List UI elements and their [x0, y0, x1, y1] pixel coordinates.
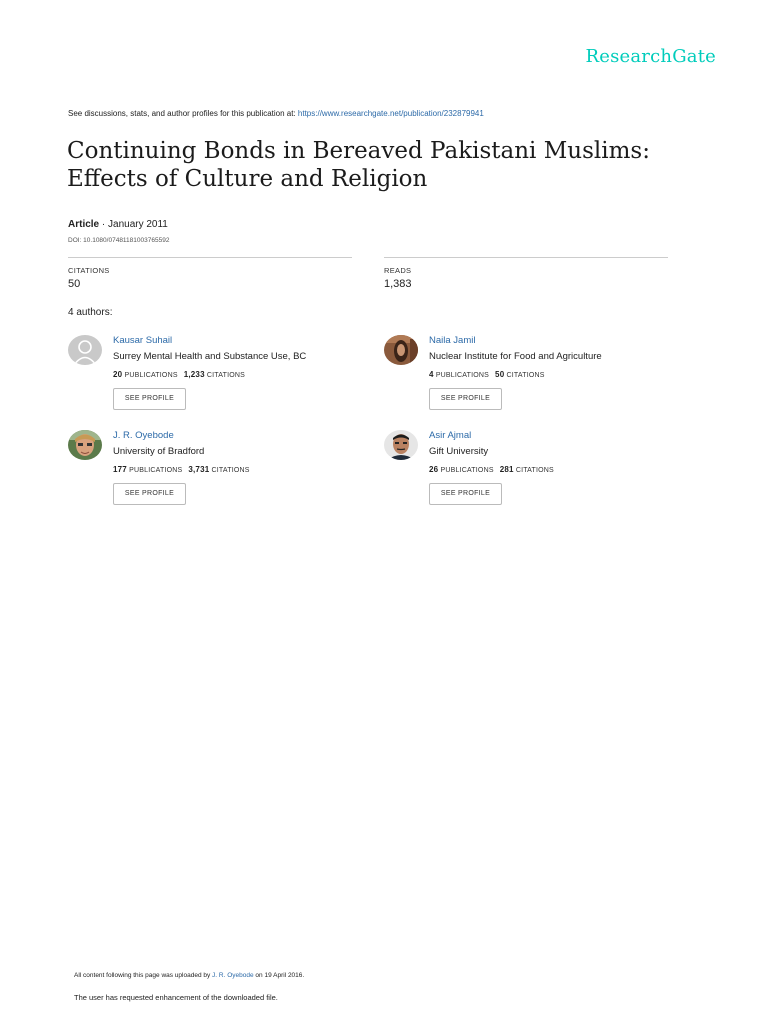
see-profile-button[interactable]: SEE PROFILE	[429, 388, 502, 410]
authors-heading: 4 authors:	[68, 307, 113, 318]
author-stats	[113, 370, 245, 379]
author-card	[384, 335, 684, 415]
citations-value: 50	[68, 278, 81, 290]
discussion-text: See discussions, stats, and author profiles for this publication at:	[68, 109, 298, 118]
publications-count: 177	[113, 465, 127, 474]
author-institution: Gift University	[429, 446, 489, 457]
title-line-2: Effects of Culture and Religion	[67, 166, 428, 192]
author-name[interactable]: Asir Ajmal	[429, 430, 472, 441]
citations-label: CITATIONS	[68, 266, 110, 275]
avatar[interactable]	[68, 335, 102, 365]
citations-count: 1,233	[183, 370, 205, 379]
author-institution: Surrey Mental Health and Substance Use, BC	[113, 351, 307, 362]
uploader-link[interactable]: J. R. Oyebode	[212, 972, 254, 979]
upload-prefix: All content following this page was uploaded by	[74, 972, 213, 979]
publication-type: Article	[68, 219, 100, 230]
divider-reads	[384, 257, 668, 258]
divider-citations	[68, 257, 352, 258]
citations-label: CITATIONS	[515, 467, 554, 474]
see-profile-button[interactable]: SEE PROFILE	[429, 483, 502, 505]
publication-doi: DOI: 10.1080/07481181003765592	[68, 237, 170, 244]
publications-label: PUBLICATIONS	[124, 372, 178, 379]
author-name[interactable]: J. R. Oyebode	[113, 430, 174, 441]
enhancement-note: The user has requested enhancement of the downloaded file.	[74, 993, 278, 1002]
reads-label: READS	[384, 266, 412, 275]
author-name[interactable]: Kausar Suhail	[113, 335, 173, 346]
discussion-line	[68, 109, 484, 118]
publications-count: 26	[429, 465, 439, 474]
reads-value: 1,383	[384, 278, 412, 290]
author-name[interactable]: Naila Jamil	[429, 335, 476, 346]
citations-label: CITATIONS	[206, 372, 245, 379]
see-profile-button[interactable]: SEE PROFILE	[113, 388, 186, 410]
author-institution: University of Bradford	[113, 446, 205, 457]
publications-count: 4	[429, 370, 434, 379]
avatar[interactable]	[384, 430, 418, 460]
publications-label: PUBLICATIONS	[129, 467, 183, 474]
avatar[interactable]	[68, 430, 102, 460]
avatar[interactable]	[384, 335, 418, 365]
citations-label: CITATIONS	[506, 372, 545, 379]
publication-date: · January 2011	[99, 219, 168, 230]
author-card	[68, 335, 368, 415]
publications-label: PUBLICATIONS	[440, 467, 494, 474]
title-line-1: Continuing Bonds in Bereaved Pakistani Muslims:	[67, 138, 650, 164]
citations-count: 50	[495, 370, 505, 379]
author-institution: Nuclear Institute for Food and Agriculture	[429, 351, 602, 362]
author-card	[68, 430, 368, 510]
author-stats	[429, 370, 545, 379]
citations-label: CITATIONS	[211, 467, 250, 474]
citations-count: 3,731	[188, 465, 210, 474]
author-card	[384, 430, 684, 510]
publications-label: PUBLICATIONS	[435, 372, 490, 379]
publications-count: 20	[113, 370, 123, 379]
publication-title	[67, 137, 707, 193]
author-stats	[429, 465, 554, 474]
researchgate-logo[interactable]: ResearchGate	[585, 46, 716, 67]
publication-meta	[68, 219, 168, 230]
citations-count: 281	[499, 465, 514, 474]
publication-link[interactable]: https://www.researchgate.net/publication/232879941	[297, 109, 484, 118]
author-stats	[113, 465, 250, 474]
upload-note	[74, 972, 304, 979]
see-profile-button[interactable]: SEE PROFILE	[113, 483, 186, 505]
upload-suffix: on 19 April 2016.	[253, 972, 305, 979]
